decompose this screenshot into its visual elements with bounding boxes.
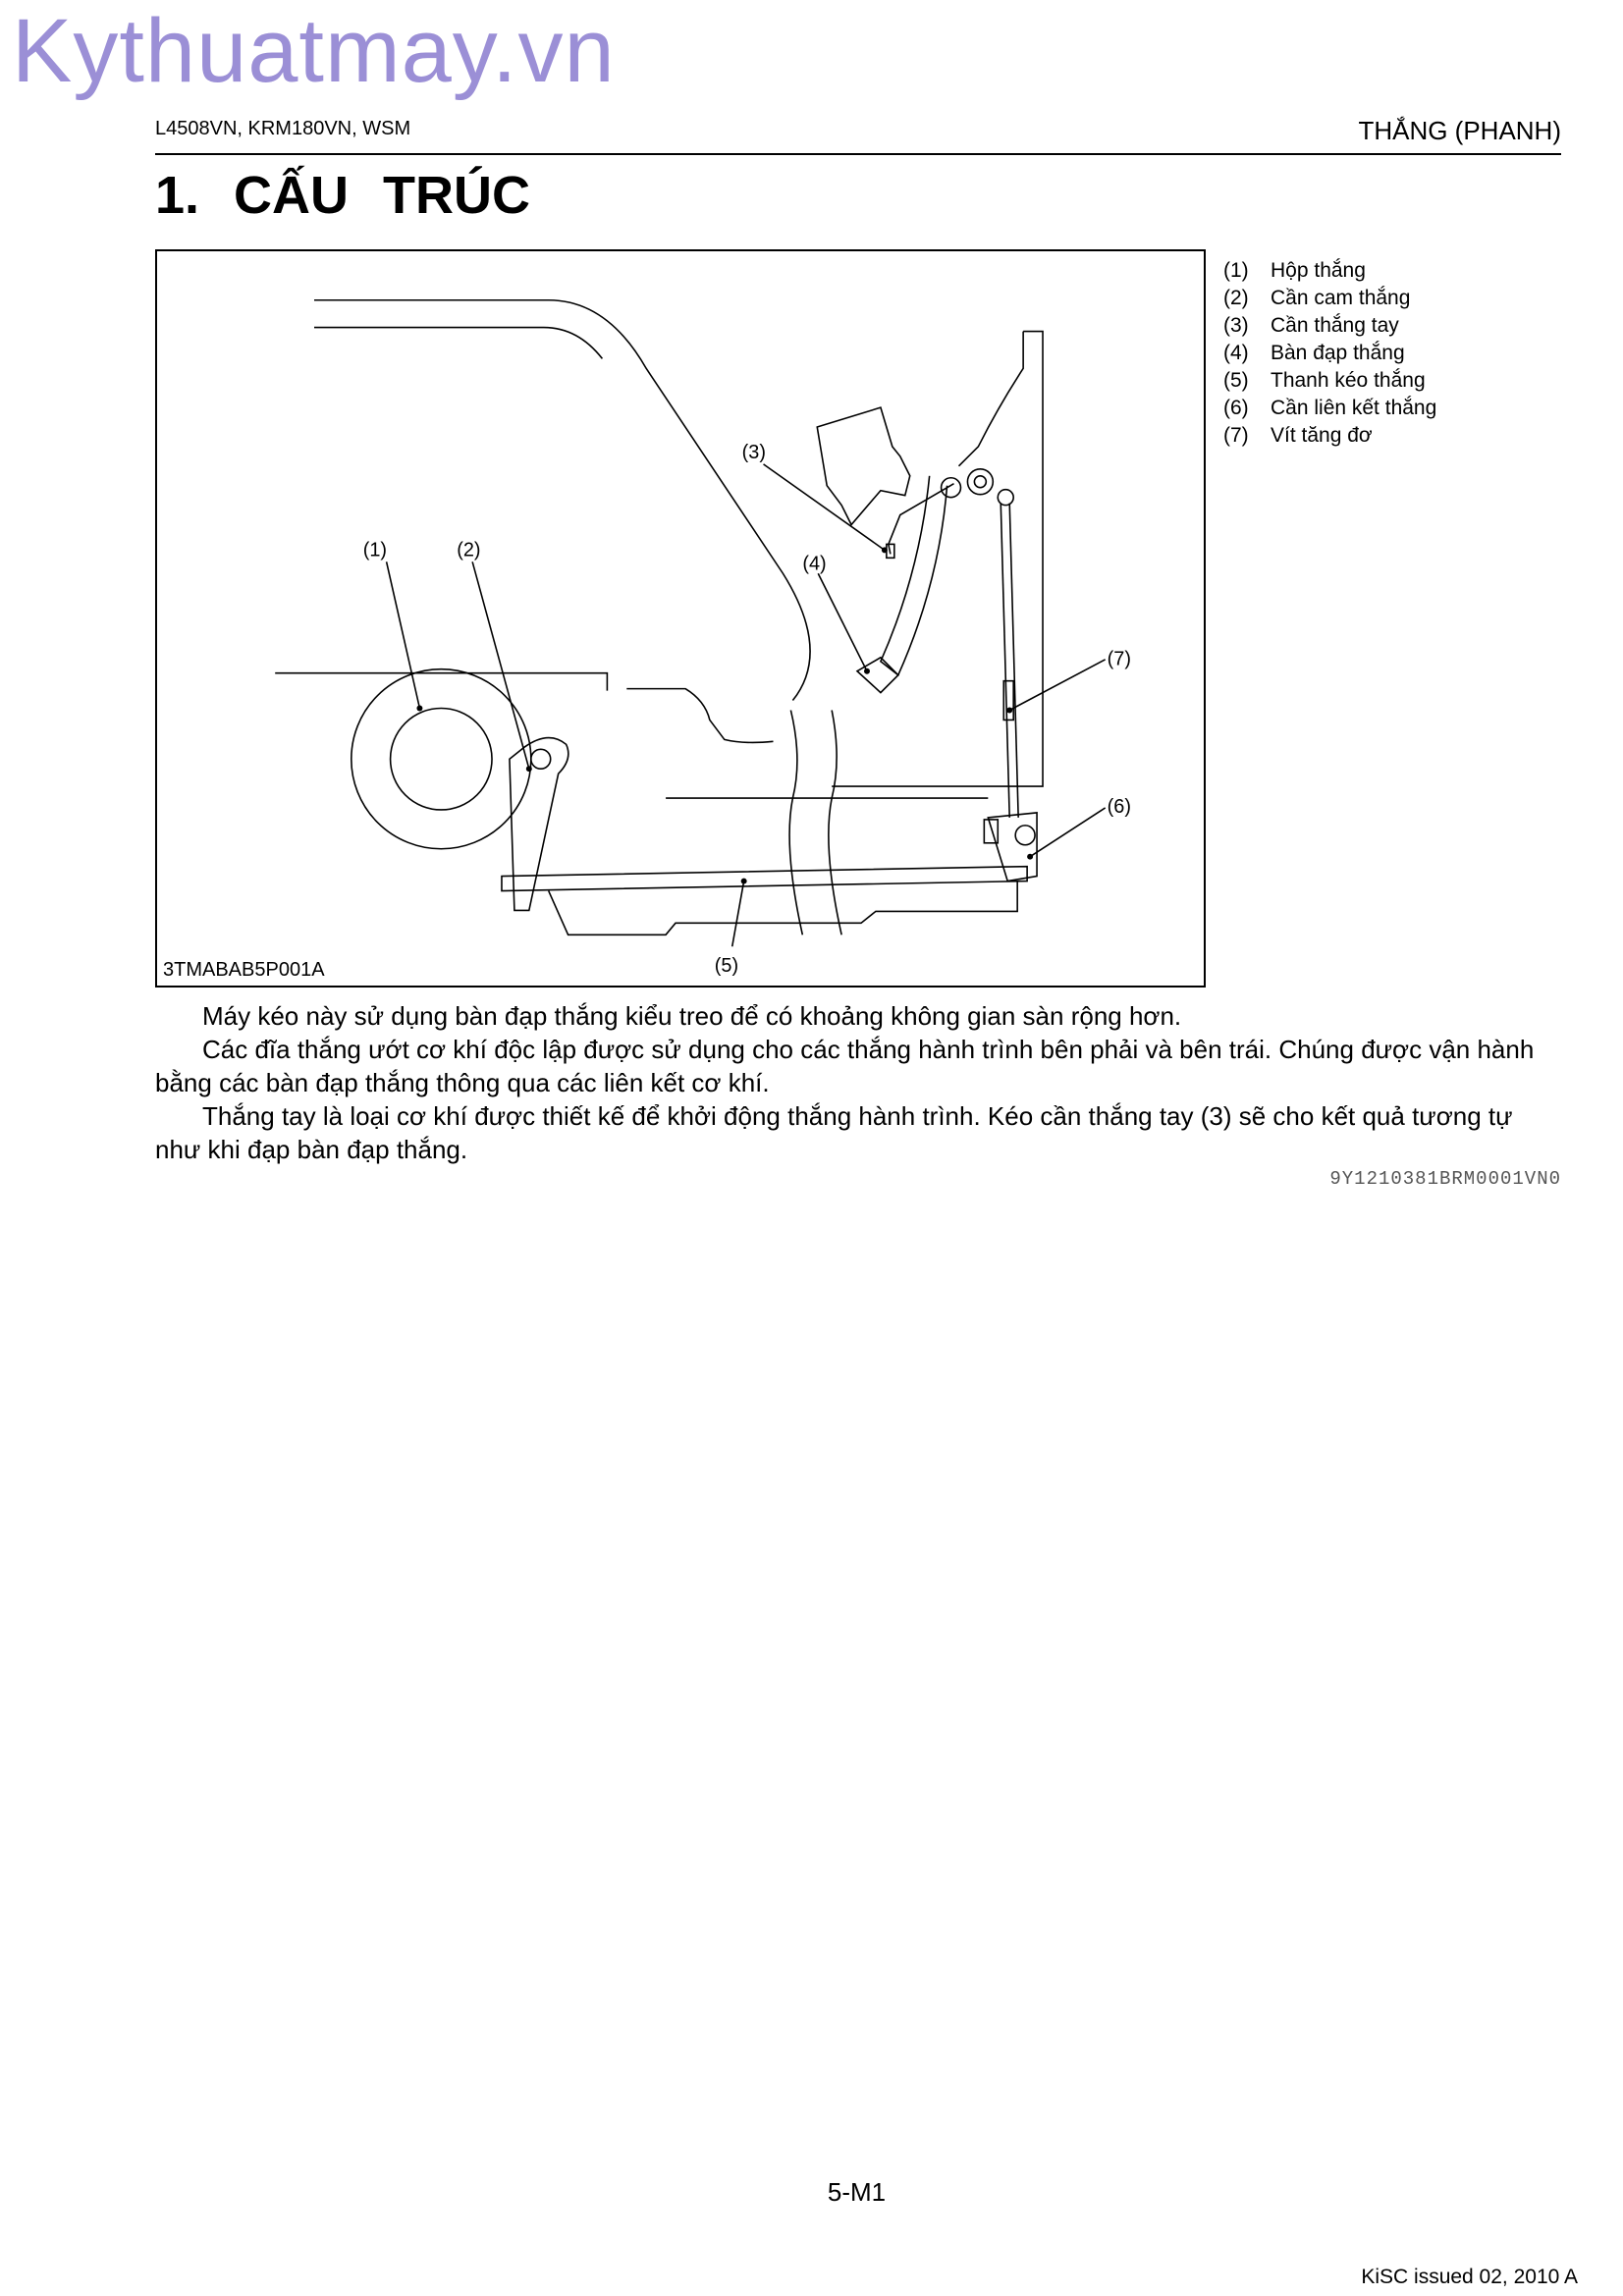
brake-structure-figure: [155, 249, 1206, 988]
callout-4: (4): [802, 553, 827, 575]
pivot-upper-right: [998, 490, 1013, 506]
header-models: L4508VN, KRM180VN, WSM: [155, 118, 411, 139]
leader-5: [732, 881, 744, 947]
watermark: Kythuatmay.vn: [12, 1, 616, 101]
break-line-left: [789, 711, 802, 935]
legend-item: (4) Bàn đạp thắng: [1223, 342, 1405, 364]
legend-item: (5) Thanh kéo thắng: [1223, 369, 1426, 392]
pivot-upper-left: [942, 478, 961, 498]
pedal-bracket: [817, 407, 909, 524]
figure-legend: [1223, 257, 1436, 450]
legend-item: (3) Cần thắng tay: [1223, 314, 1399, 337]
brake-link-lever: [988, 813, 1037, 881]
brake-diagram: [157, 251, 1204, 986]
leader-7: [1009, 660, 1105, 711]
frame-curve-inner: [314, 328, 602, 359]
floor-line: [275, 673, 607, 691]
callout-5: (5): [714, 955, 739, 978]
legend-item: (2) Cần cam thắng: [1223, 287, 1411, 309]
document-id: 9Y1210381BRM0001VN0: [1329, 1168, 1561, 1190]
brake-case-inner: [391, 709, 492, 810]
leader-6: [1030, 808, 1106, 857]
figure-code: 3TMABAB5P001A: [163, 959, 325, 981]
break-line-right: [829, 711, 841, 935]
legend-item: (1) Hộp thắng: [1223, 259, 1366, 282]
brake-pedal-arm: [881, 476, 947, 675]
section-title: 1. CẤU TRÚC: [155, 166, 531, 225]
turnbuckle-rod: [1001, 504, 1009, 818]
leader-2: [472, 561, 529, 769]
paragraph-1: Máy kéo này sử dụng bàn đạp thắng kiểu treo để có khoảng không gian sàn rộng hơn.: [202, 1001, 1182, 1031]
callout-2: (2): [457, 539, 481, 561]
callout-3: (3): [741, 441, 766, 463]
brake-rod: [502, 867, 1027, 891]
paragraph-2: Các đĩa thắng ướt cơ khí độc lập được sử dụng cho các thắng hành trình bên phải và bên trái. Chúng được vận hành bằng các bàn đạp thắng thông qua các liên kết cơ khí.: [155, 1035, 1535, 1097]
body-text: [155, 999, 1561, 1166]
pivot-upper: [967, 469, 993, 495]
leader-4: [818, 573, 867, 670]
leader-1: [387, 561, 420, 708]
paragraph-3: Thắng tay là loại cơ khí được thiết kế để khởi động thắng hành trình. Kéo cần thắng tay (3) sẽ cho kết quả tương tự như khi đạp bàn đạp thắng.: [155, 1101, 1513, 1164]
header-chapter: THẮNG (PHANH): [1358, 116, 1561, 145]
callout-7: (7): [1107, 648, 1131, 670]
page-number: 5-M1: [827, 2177, 887, 2207]
frame-curve: [314, 300, 810, 701]
floor-step: [626, 689, 773, 743]
brake-case-outer: [352, 669, 531, 849]
header-rule: [155, 153, 1561, 155]
footer-issue: KiSC issued 02, 2010 A: [1361, 2266, 1578, 2288]
callout-1: (1): [362, 539, 388, 561]
legend-item: (7) Vít tăng đơ: [1223, 424, 1373, 447]
brake-cam-lever: [510, 738, 568, 911]
right-wall-top: [958, 332, 1023, 466]
legend-item: (6) Cần liên kết thắng: [1223, 397, 1437, 419]
callout-6: (6): [1107, 795, 1131, 818]
